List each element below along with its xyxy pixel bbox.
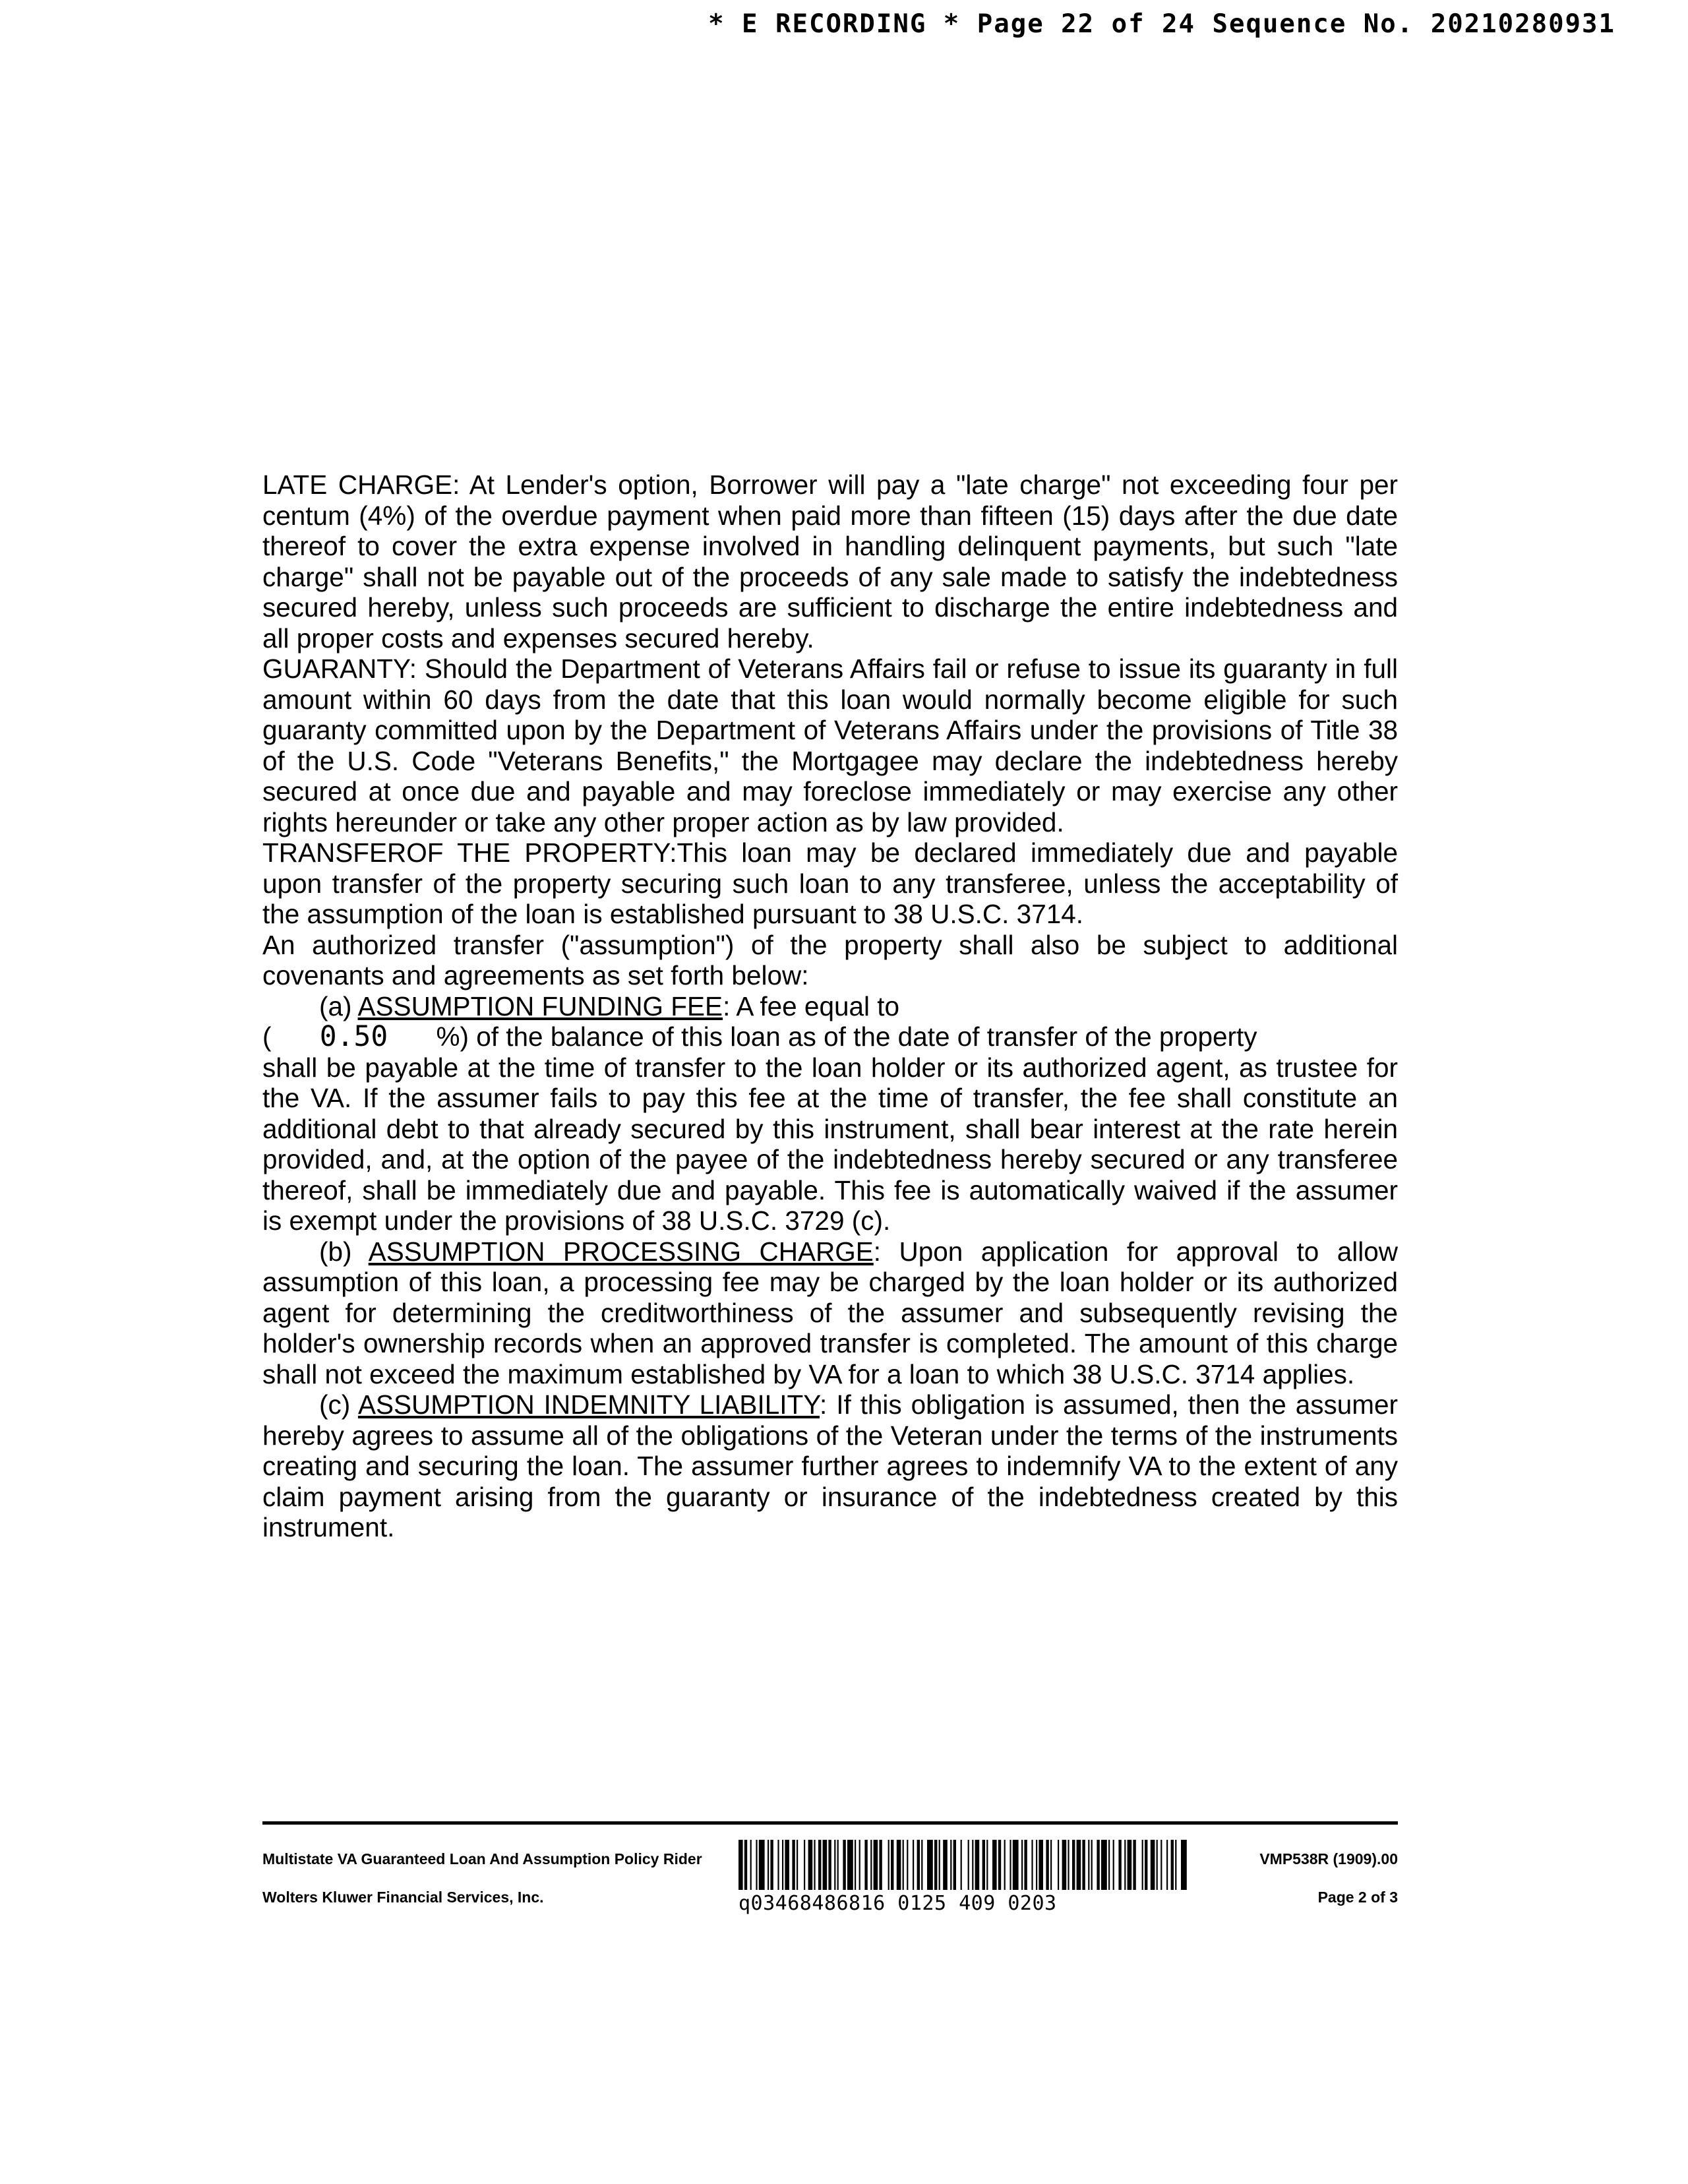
transfer-heading: TRANSFEROF THE PROPERTY:: [262, 837, 677, 868]
footer-left: [262, 1840, 702, 1916]
authorized-transfer-paragraph: An authorized transfer ("assumption") of the property shall also be subject to additional covenants and agreements as set forth below:: [262, 929, 1398, 990]
processing-charge-paragraph: [262, 1236, 1398, 1390]
processing-charge-heading: ASSUMPTION PROCESSING CHARGE: [368, 1236, 874, 1267]
funding-fee-heading-line: [262, 991, 1398, 1022]
indemnity-text: : If this obligation is assumed, then the assumer hereby agrees to assume all of the obligations of the Veteran under the terms of the instruments creating and securing the loan. The assumer further agrees to indemnify VA to the extent of any claim payment arising from the guaranty or insurance of the indebtedness created by this instrument.: [262, 1389, 1398, 1542]
funding-fee-value: 0.50: [319, 1020, 388, 1053]
late-charge-text: At Lender's option, Borrower will pay a "late charge" not exceeding four per centum (4%) of the overdue payment when paid more than fifteen (15) days after the due date thereof to cover the extra expense involved in handling delinquent payments, but such "late charge" shall not be payable out of the proceeds of any sale made to satisfy the indebtedness secured hereby, unless such proceeds are sufficient to discharge the entire indebtedness and all proper costs and expenses secured hereby.: [262, 470, 1398, 653]
funding-fee-intro: : A fee equal to: [723, 990, 900, 1021]
rider-body: [262, 470, 1398, 1543]
indemnity-heading: ASSUMPTION INDEMNITY LIABILITY: [357, 1389, 820, 1420]
page-number: Page 2 of 3: [1317, 1889, 1398, 1906]
recording-header: * E RECORDING * Page 22 of 24 Sequence No. 20210280931: [708, 9, 1615, 39]
funding-fee-open-paren: (: [262, 1021, 272, 1052]
transfer-paragraph: [262, 837, 1398, 930]
publisher: Wolters Kluwer Financial Services, Inc.: [262, 1889, 544, 1906]
funding-fee-after-value: %) of the balance of this loan as of the date of transfer of the property: [436, 1021, 1257, 1052]
processing-charge-label: (b): [319, 1236, 352, 1267]
footer-right: [1259, 1840, 1398, 1916]
footer-divider: [262, 1821, 1398, 1825]
barcode-number: q03468486816 0125 409 0203: [738, 1892, 1057, 1915]
form-title: Multistate VA Guaranteed Loan And Assumption Policy Rider: [262, 1850, 702, 1867]
guaranty-heading: GUARANTY:: [262, 653, 417, 684]
indemnity-label: (c): [319, 1389, 351, 1420]
processing-charge-text: : Upon application for approval to allow assumption of this loan, a processing fee may be charged by the loan holder or its authorized agent for determining the creditworthiness of the assumer and subsequently revising the holder's ownership records when an approved transfer is completed. The amount of this charge shall not exceed the maximum established by VA for a loan to which 38 U.S.C. 3714 applies.: [262, 1236, 1398, 1389]
late-charge-paragraph: [262, 470, 1398, 653]
barcode-image: [738, 1840, 1187, 1890]
funding-fee-rate-line: [262, 1021, 1398, 1052]
barcode-block: [738, 1840, 1187, 1915]
funding-fee-text: shall be payable at the time of transfer to the loan holder or its authorized agent, as trustee for the VA. If the assumer fails to pay this fee at the time of transfer, the fee shall constitute an additional debt to that already secured by this instrument, shall bear interest at the rate herein provided, and, at the option of the payee of the indebtedness hereby secured or any transferee thereof, shall be immediately due and payable. This fee is automatically waived if the assumer is exempt under the provisions of 38 U.S.C. 3729 (c).: [262, 1052, 1398, 1236]
funding-fee-heading: ASSUMPTION FUNDING FEE: [357, 990, 723, 1021]
transfer-text: This loan may be declared immediately due and payable upon transfer of the property securing such loan to any transferee, unless the acceptability of the assumption of the loan is established pursuant to 38 U.S.C. 3714.: [262, 837, 1398, 929]
indemnity-paragraph: [262, 1389, 1398, 1543]
guaranty-text: Should the Department of Veterans Affairs fail or refuse to issue its guaranty in full amount within 60 days from the date that this loan would normally become eligible for such guaranty committed upon by the Department of Veterans Affairs under the provisions of Title 38 of the U.S. Code "Veterans Benefits," the Mortgagee may declare the indebtedness hereby secured at once due and payable and may foreclose immediately or may exercise any other rights hereunder or take any other proper action as by law provided.: [262, 653, 1398, 837]
funding-fee-label: (a): [319, 990, 352, 1021]
late-charge-heading: LATE CHARGE:: [262, 470, 460, 500]
form-code: VMP538R (1909).00: [1259, 1850, 1398, 1867]
guaranty-paragraph: [262, 653, 1398, 837]
